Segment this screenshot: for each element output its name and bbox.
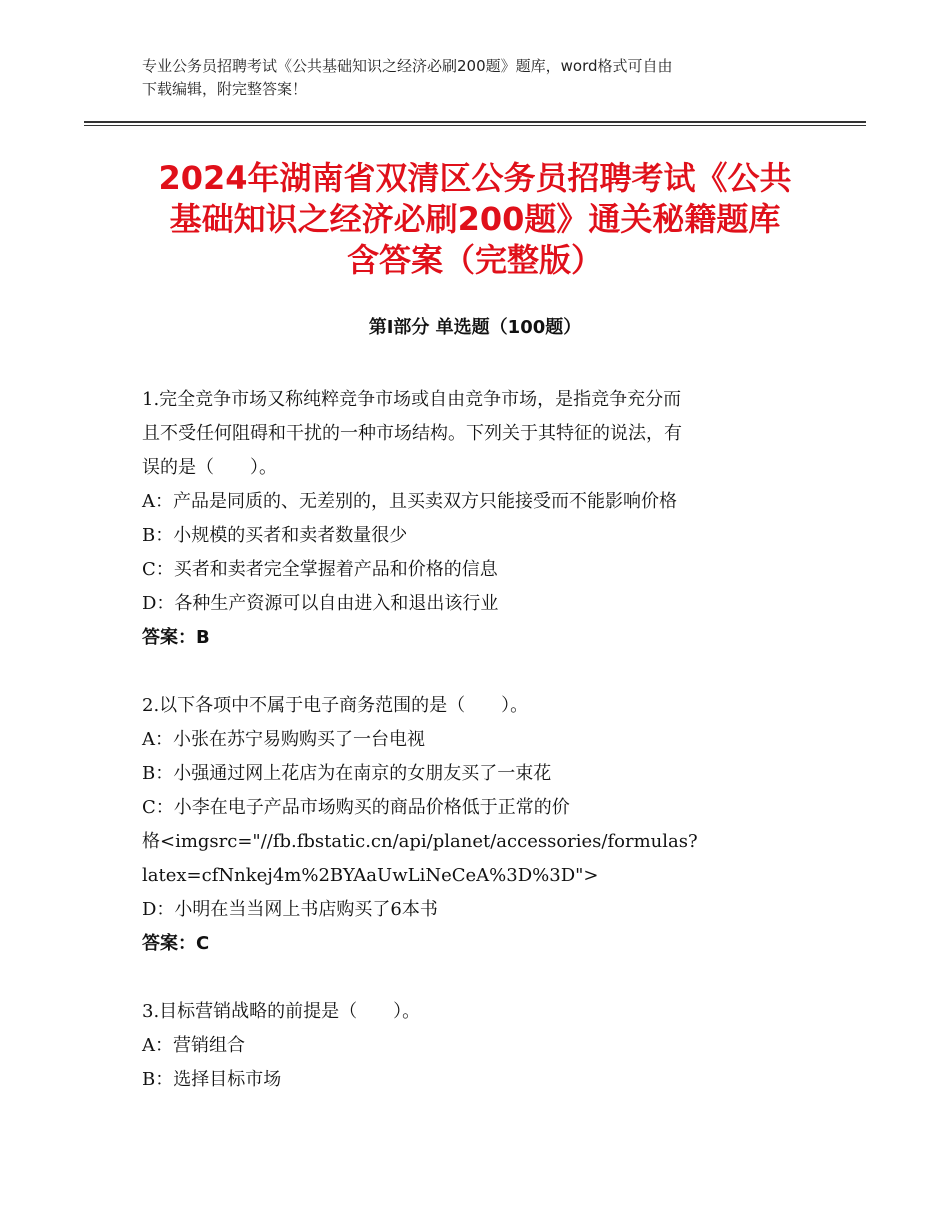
question-stem-line: 3.目标营销战略的前提是（ ）。 [142,1001,421,1022]
question-option-b: B：小规模的买者和卖者数量很少 [142,525,408,546]
question-option-b: B：小强通过网上花店为在南京的女朋友买了一束花 [142,763,552,784]
document-title-line-3: 含答案（完整版） [346,241,603,279]
question-stem-line: 误的是（ ）。 [142,457,277,478]
question-option-c-continued: 格<imgsrc="//fb.fbstatic.cn/api/planet/accessories/formulas? [142,831,698,852]
section-title: 第Ⅰ部分 单选题（100题） [368,317,582,338]
question-option-d: D：小明在当当网上书店购买了6本书 [142,899,438,920]
question-list [142,383,812,1131]
question-option-a: A：营销组合 [142,1035,245,1056]
question-3 [142,995,812,1097]
question-answer: 答案：C [142,933,210,954]
document-title-line-1: 2024年湖南省双清区公务员招聘考试《公共 [158,159,792,197]
question-option-a: A：小张在苏宁易购购买了一台电视 [142,729,425,750]
question-stem-line: 2.以下各项中不属于电子商务范围的是（ ）。 [142,695,529,716]
document-title [90,158,860,281]
question-answer: 答案：B [142,627,210,648]
question-stem-line: 且不受任何阻碍和干扰的一种市场结构。下列关于其特征的说法，有 [142,423,682,444]
question-option-d: D：各种生产资源可以自由进入和退出该行业 [142,593,499,614]
question-option-c: C：买者和卖者完全掌握着产品和价格的信息 [142,559,498,580]
question-option-a: A：产品是同质的、无差别的，且买卖双方只能接受而不能影响价格 [142,491,677,512]
question-option-c-continued: latex=cfNnkej4m%2BYAaUwLiNeCeA%3D%3D"> [142,865,599,886]
question-option-c: C：小李在电子产品市场购买的商品价格低于正常的价 [142,797,570,818]
header-note-line-2: 下载编辑，附完整答案！ [142,80,308,98]
header-divider [84,121,866,126]
question-option-b: B：选择目标市场 [142,1069,282,1090]
question-1 [142,383,812,655]
header-note [142,55,822,101]
document-title-line-2: 基础知识之经济必刷200题》通关秘籍题库 [169,200,781,238]
question-stem-line: 1.完全竞争市场又称纯粹竞争市场或自由竞争市场，是指竞争充分而 [142,389,682,410]
question-2 [142,689,812,961]
header-note-line-1: 专业公务员招聘考试《公共基础知识之经济必刷200题》题库，word格式可自由 [142,57,673,75]
